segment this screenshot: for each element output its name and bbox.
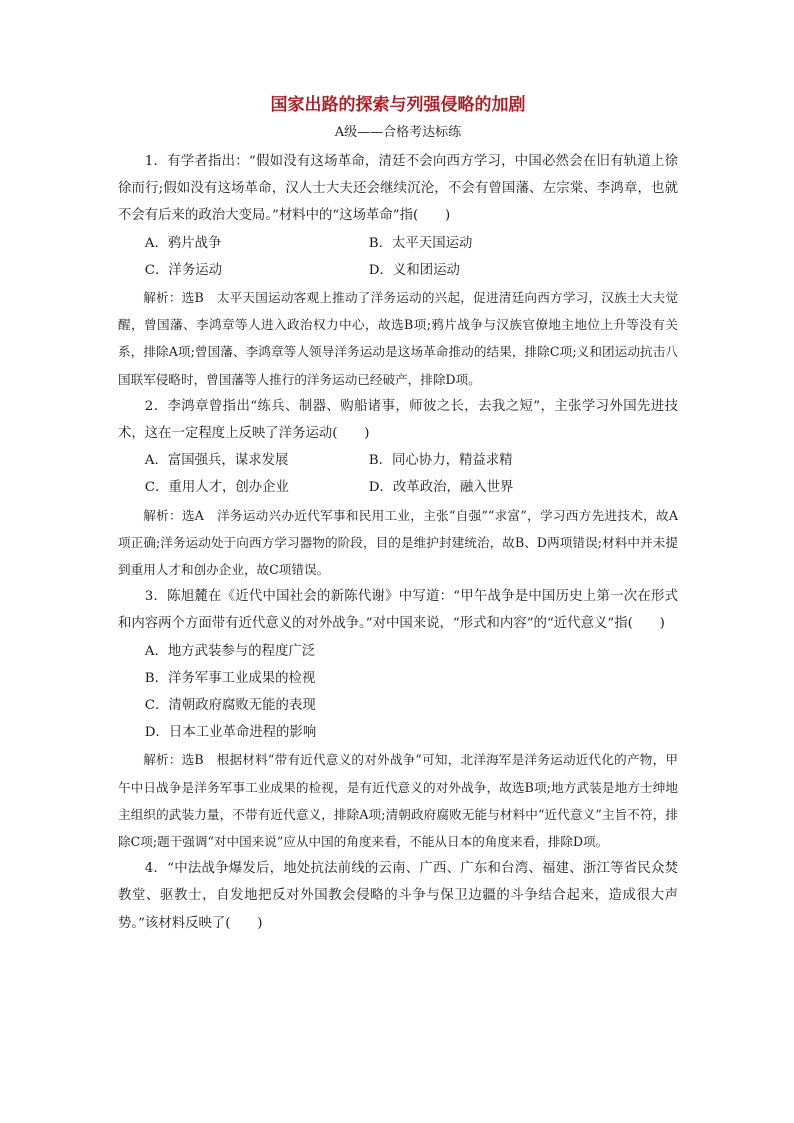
page-title: 国家出路的探索与列强侵略的加剧 <box>270 95 526 115</box>
question-1-option-d: D．义和团运动 <box>368 262 460 278</box>
section-subtitle: A级——合格考达标练 <box>334 125 462 140</box>
question-2 <box>118 393 678 583</box>
question-2-analysis: 解析：选A 洋务运动兴办近代军事和民用工业，主张“自强”“求富”，学习西方先进技术，故A项正确;洋务运动处于向西方学习器物的阶段，目的是维护封建统治，故B、D两项错误;材料中并未提到重用人才和创办企业，故C项错误。 <box>118 507 678 578</box>
question-1-option-b: B．太平天国运动 <box>368 235 473 251</box>
question-2-option-c: C．重用人才，创办企业 <box>144 480 289 496</box>
question-1-analysis: 解析：选B 太平天国运动客观上推动了洋务运动的兴起，促进清廷向西方学习，汉族士大夫觉醒，曾国藩、李鸿章等人进入政治权力中心，故选B项;鸦片战争与汉族官僚地主地位上升等没有关系，排除A项;曾国藩、李鸿章等人领导洋务运动是这场革命推动的结果，排除C项;义和团运动抗击八国联军侵略时，曾国藩等人推行的洋务运动已经破产，排除D项。 <box>118 290 678 387</box>
question-4-stem: 4．“中法战争爆发后，地处抗法前线的云南、广西、广东和台湾、福建、浙江等省民众焚教堂、驱教士，自发地把反对外国教会侵略的斗争与保卫边疆的斗争结合起来，造成很大声势。”该材料反映了( ) <box>118 861 678 931</box>
question-1-options-row-2 <box>118 257 678 284</box>
question-2-option-a: A．富国强兵，谋求发展 <box>144 453 289 469</box>
question-3-option-c: C．清朝政府腐败无能的表现 <box>144 698 316 714</box>
question-4 <box>118 855 678 937</box>
question-2-options-row-2 <box>118 474 678 501</box>
question-2-option-d: D．改革政治，融入世界 <box>368 480 514 496</box>
question-2-options-row-1 <box>118 447 678 474</box>
question-3-option-a: A．地方武装参与的程度广泛 <box>144 643 316 659</box>
question-1 <box>118 148 678 393</box>
question-2-option-b: B．同心协力，精益求精 <box>368 453 513 469</box>
question-3-stem: 3．陈旭麓在《近代中国社会的新陈代谢》中写道：“甲午战争是中国历史上第一次在形式和内容两个方面带有近代意义的对外战争。”对中国来说，“形式和内容”的“近代意义”指( ) <box>118 589 678 632</box>
question-2-stem: 2．李鸿章曾指出“练兵、制器、购船诸事，师彼之长，去我之短”，主张学习外国先进技术，这在一定程度上反映了洋务运动( ) <box>118 398 678 442</box>
question-1-options-row-1 <box>118 230 678 257</box>
question-1-option-c: C．洋务运动 <box>144 262 222 278</box>
question-3-option-d: D．日本工业革命进程的影响 <box>144 725 317 741</box>
question-1-option-a: A．鸦片战争 <box>144 235 222 251</box>
question-3-analysis: 解析：选B 根据材料“带有近代意义的对外战争”可知，北洋海军是洋务运动近代化的产物，甲午中日战争是洋务军事工业成果的检视，是有近代意义的对外战争，故选B项;地方武装是地方士绅地主组织的武装力量，不带有近代意义，排除A项;清朝政府腐败无能与材料中“近代意义”主旨不符，排除C项;题干强调“对中国来说”应从中国的角度来看，不能从日本的角度来看，排除D项。 <box>118 752 678 850</box>
question-1-stem: 1．有学者指出：“假如没有这场革命，清廷不会向西方学习，中国必然会在旧有轨道上徐徐而行;假如没有这场革命，汉人士大夫还会继续沉沦，不会有曾国藩、左宗棠、李鸿章，也就不会有后来的政治大变局。”材料中的“这场革命”指( ) <box>118 154 678 224</box>
question-3-option-b: B．洋务军事工业成果的检视 <box>144 670 316 686</box>
page-content <box>118 92 678 937</box>
question-3 <box>118 583 678 855</box>
